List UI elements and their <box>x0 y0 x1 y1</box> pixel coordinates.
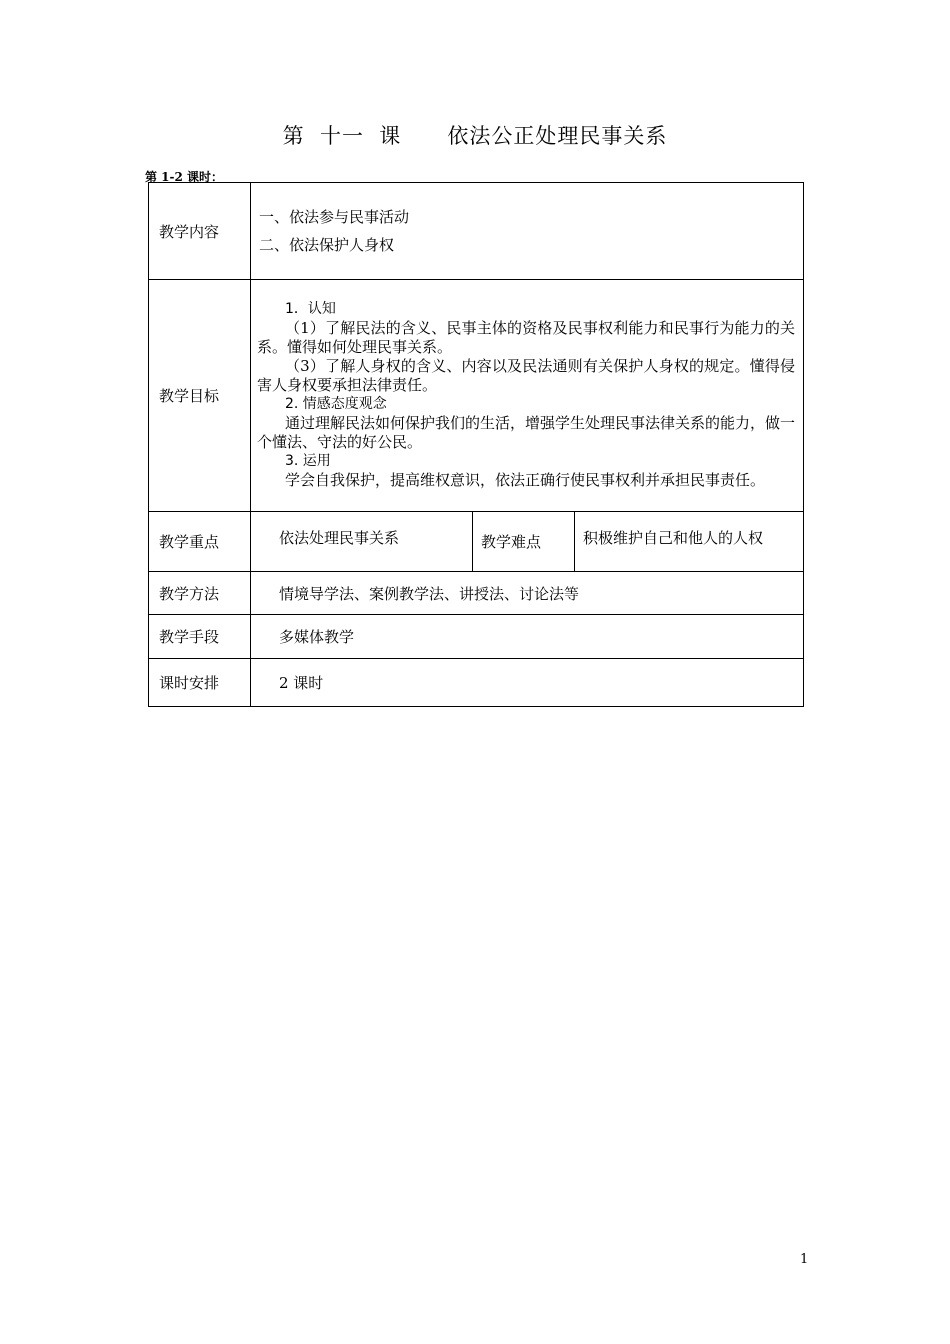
row-schedule <box>149 659 804 707</box>
difficulty-value: 积极维护自己和他人的人权 <box>583 529 764 547</box>
label-schedule: 课时安排 <box>149 659 251 707</box>
method-value: 情境导学法、案例教学法、讲授法、讨论法等 <box>279 584 580 603</box>
focus-cell <box>251 512 473 572</box>
lesson-title: 第 十一 课 依法公正处理民事关系 <box>282 124 668 148</box>
label-goals: 教学目标 <box>149 280 251 512</box>
row-method <box>149 572 804 615</box>
content-cell <box>251 183 804 280</box>
focus-value: 依法处理民事关系 <box>279 529 400 547</box>
goal-paragraph-1: （1）了解民法的含义、民事主体的资格及民事权利能力和民事行为能力的关系。懂得如何处理民事关系。 <box>257 319 796 356</box>
goals-cell <box>251 280 804 512</box>
means-cell <box>251 615 804 659</box>
row-goals <box>149 280 804 512</box>
goal-paragraph-2: （3）了解人身权的含义、内容以及民法通则有关保护人身权的规定。懂得侵害人身权要承担法律责任。 <box>257 357 796 394</box>
label-content: 教学内容 <box>149 183 251 280</box>
goal-heading-application: 3. 运用 <box>285 453 331 469</box>
means-value: 多媒体教学 <box>279 628 355 646</box>
content-line-1: 一、依法参与民事活动 <box>259 208 410 226</box>
label-method: 教学方法 <box>149 572 251 615</box>
method-cell <box>251 572 804 615</box>
lesson-plan-table <box>148 182 804 707</box>
goal-paragraph-3: 通过理解民法如何保护我们的生活，增强学生处理民事法律关系的能力，做一个懂法、守法的好公民。 <box>257 414 796 451</box>
row-means <box>149 615 804 659</box>
schedule-value: 2 课时 <box>279 674 324 692</box>
goal-heading-cognition: 1．认知 <box>285 301 336 317</box>
difficulty-cell <box>575 512 804 572</box>
label-difficulty: 教学难点 <box>473 512 575 572</box>
label-means: 教学手段 <box>149 615 251 659</box>
session-label: 第 1-2 课时： <box>145 170 224 184</box>
page-number: 1 <box>800 1252 809 1267</box>
goal-heading-attitude: 2. 情感态度观念 <box>285 396 387 412</box>
content-line-2: 二、依法保护人身权 <box>259 236 395 254</box>
schedule-cell <box>251 659 804 707</box>
label-focus: 教学重点 <box>149 512 251 572</box>
goal-paragraph-4: 学会自我保护，提高维权意识，依法正确行使民事权利并承担民事责任。 <box>285 471 766 489</box>
row-content <box>149 183 804 280</box>
row-focus <box>149 512 804 572</box>
